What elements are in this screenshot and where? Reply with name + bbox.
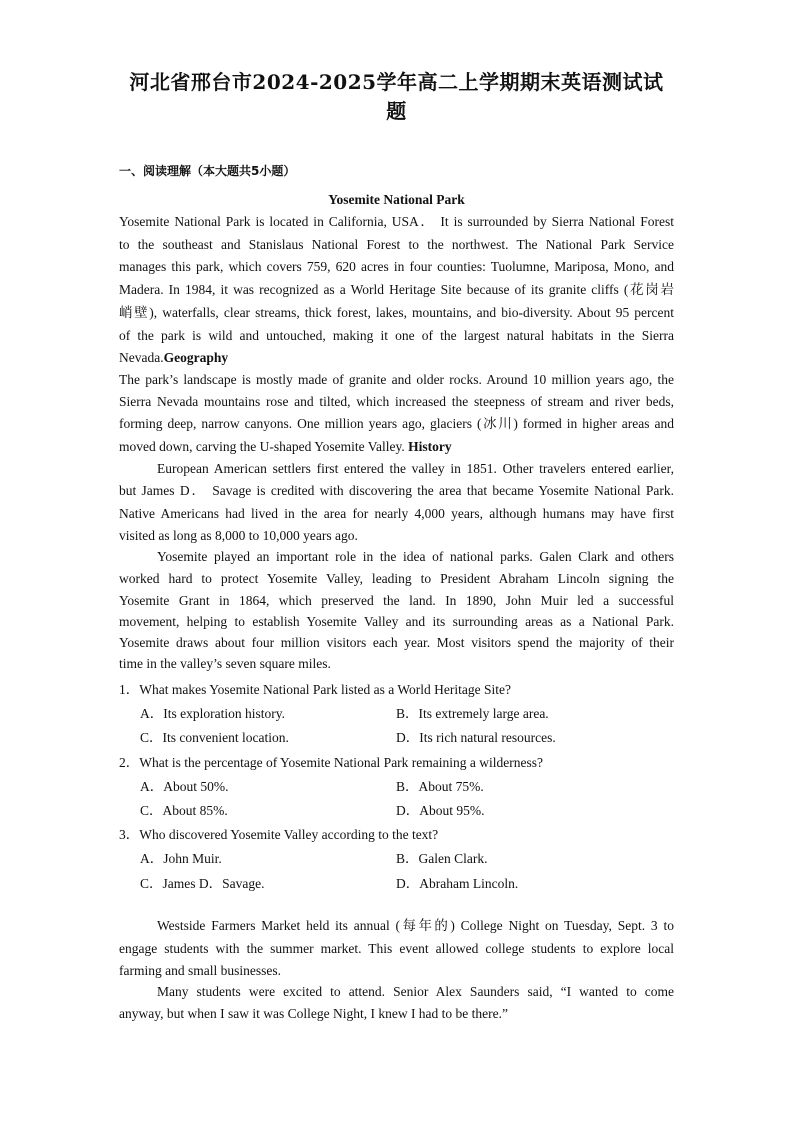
passage-line: forming deep, narrow canyons. One million years ago, glaciers (冰川) formed in higher areas and bbox=[119, 416, 674, 431]
passage-line: manages this park, which covers 759, 620 acres in four counties: Tuolumne, Mariposa, Mono, and bbox=[119, 259, 674, 274]
exam-title-continued: 题 bbox=[386, 99, 407, 123]
geography-heading: Geography bbox=[163, 350, 229, 365]
passage-line: movement, helping to establish Yosemite Valley and its surrounding areas as a National Park. bbox=[119, 614, 674, 629]
passage-line: Madera. In 1984, it was recognized as a World Heritage Site because of its granite cliffs (花岗岩 bbox=[119, 282, 674, 297]
option-3b[interactable]: B．Galen Clark. bbox=[396, 851, 488, 866]
passage-line-text: moved down, carving the U-shaped Yosemite Valley. bbox=[119, 439, 405, 454]
passage-line: of the park is wild and untouched, making it one of the largest natural habitats in the Sierra bbox=[119, 328, 674, 343]
option-1b[interactable]: B．Its extremely large area. bbox=[396, 706, 549, 721]
section-heading: 一、阅读理解（本大题共5小题） bbox=[119, 164, 296, 178]
passage-line: Many students were excited to attend. Senior Alex Saunders said, “I wanted to come bbox=[157, 984, 674, 999]
history-heading: History bbox=[408, 439, 452, 454]
option-2b[interactable]: B．About 75%. bbox=[396, 779, 484, 794]
question-3: 3．Who discovered Yosemite Valley according to the text? bbox=[119, 827, 439, 842]
option-3c[interactable]: C．James D．Savage. bbox=[140, 876, 265, 891]
passage-line-text: Nevada. bbox=[119, 350, 164, 365]
option-1a[interactable]: A．Its exploration history. bbox=[140, 706, 285, 721]
passage-line: but James D． Savage is credited with discovering the area that became Yosemite National Park. bbox=[119, 483, 674, 498]
option-3a[interactable]: A．John Muir. bbox=[140, 851, 222, 866]
passage-line: Sierra Nevada mountains rose and tilted, which increased the steepness of stream and river beds, bbox=[119, 394, 674, 409]
passage-line: farming and small businesses. bbox=[119, 963, 281, 978]
passage-line: Yosemite Grant in 1864, which preserved the land. In 1890, John Muir led a successful bbox=[119, 593, 674, 608]
passage-line: anyway, but when I saw it was College Night, I knew I had to be there.” bbox=[119, 1006, 509, 1021]
passage-line: Native Americans had lived in the area for nearly 4,000 years, although humans may have first bbox=[119, 506, 674, 521]
option-1d[interactable]: D．Its rich natural resources. bbox=[396, 730, 556, 745]
question-1: 1．What makes Yosemite National Park listed as a World Heritage Site? bbox=[119, 682, 511, 697]
passage-line: Yosemite played an important role in the idea of national parks. Galen Clark and others bbox=[157, 549, 674, 564]
option-2c[interactable]: C．About 85%. bbox=[140, 803, 228, 818]
passage-line: Yosemite National Park is located in California, USA． It is surrounded by Sierra National Forest bbox=[119, 214, 674, 229]
passage-line: The park’s landscape is mostly made of granite and older rocks. Around 10 million years ago, the bbox=[119, 372, 674, 387]
passage-line: time in the valley’s seven square miles. bbox=[119, 656, 331, 671]
exam-title: 河北省邢台市2024-2025学年高二上学期期末英语测试试 bbox=[129, 70, 664, 94]
passage-line: Westside Farmers Market held its annual (每年的) College Night on Tuesday, Sept. 3 to bbox=[157, 918, 674, 933]
passage-line: to the southeast and Stanislaus National Forest to the northwest. The National Park Service bbox=[119, 237, 674, 252]
option-3d[interactable]: D．Abraham Lincoln. bbox=[396, 876, 519, 891]
passage-line: engage students with the summer market. This event allowed college students to explore local bbox=[119, 941, 674, 956]
passage-line: visited as long as 8,000 to 10,000 years ago. bbox=[119, 528, 358, 543]
option-2d[interactable]: D．About 95%. bbox=[396, 803, 485, 818]
passage-line: European American settlers first entered the valley in 1851. Other travelers entered earlier, bbox=[157, 461, 674, 476]
passage-line bbox=[119, 438, 674, 456]
passage-line: worked hard to protect Yosemite Valley, leading to President Abraham Lincoln signing the bbox=[119, 571, 674, 586]
option-2a[interactable]: A．About 50%. bbox=[140, 779, 229, 794]
passage-title: Yosemite National Park bbox=[328, 192, 465, 207]
passage-line: Yosemite draws about four million visitors each year. Most visitors spend the majority of their bbox=[119, 635, 674, 650]
question-2: 2．What is the percentage of Yosemite National Park remaining a wilderness? bbox=[119, 755, 544, 770]
passage-line bbox=[119, 349, 674, 367]
option-1c[interactable]: C．Its convenient location. bbox=[140, 730, 289, 745]
passage-line: 峭壁), waterfalls, clear streams, thick forest, lakes, mountains, and bio-diversity. About 95 percent bbox=[119, 305, 674, 320]
